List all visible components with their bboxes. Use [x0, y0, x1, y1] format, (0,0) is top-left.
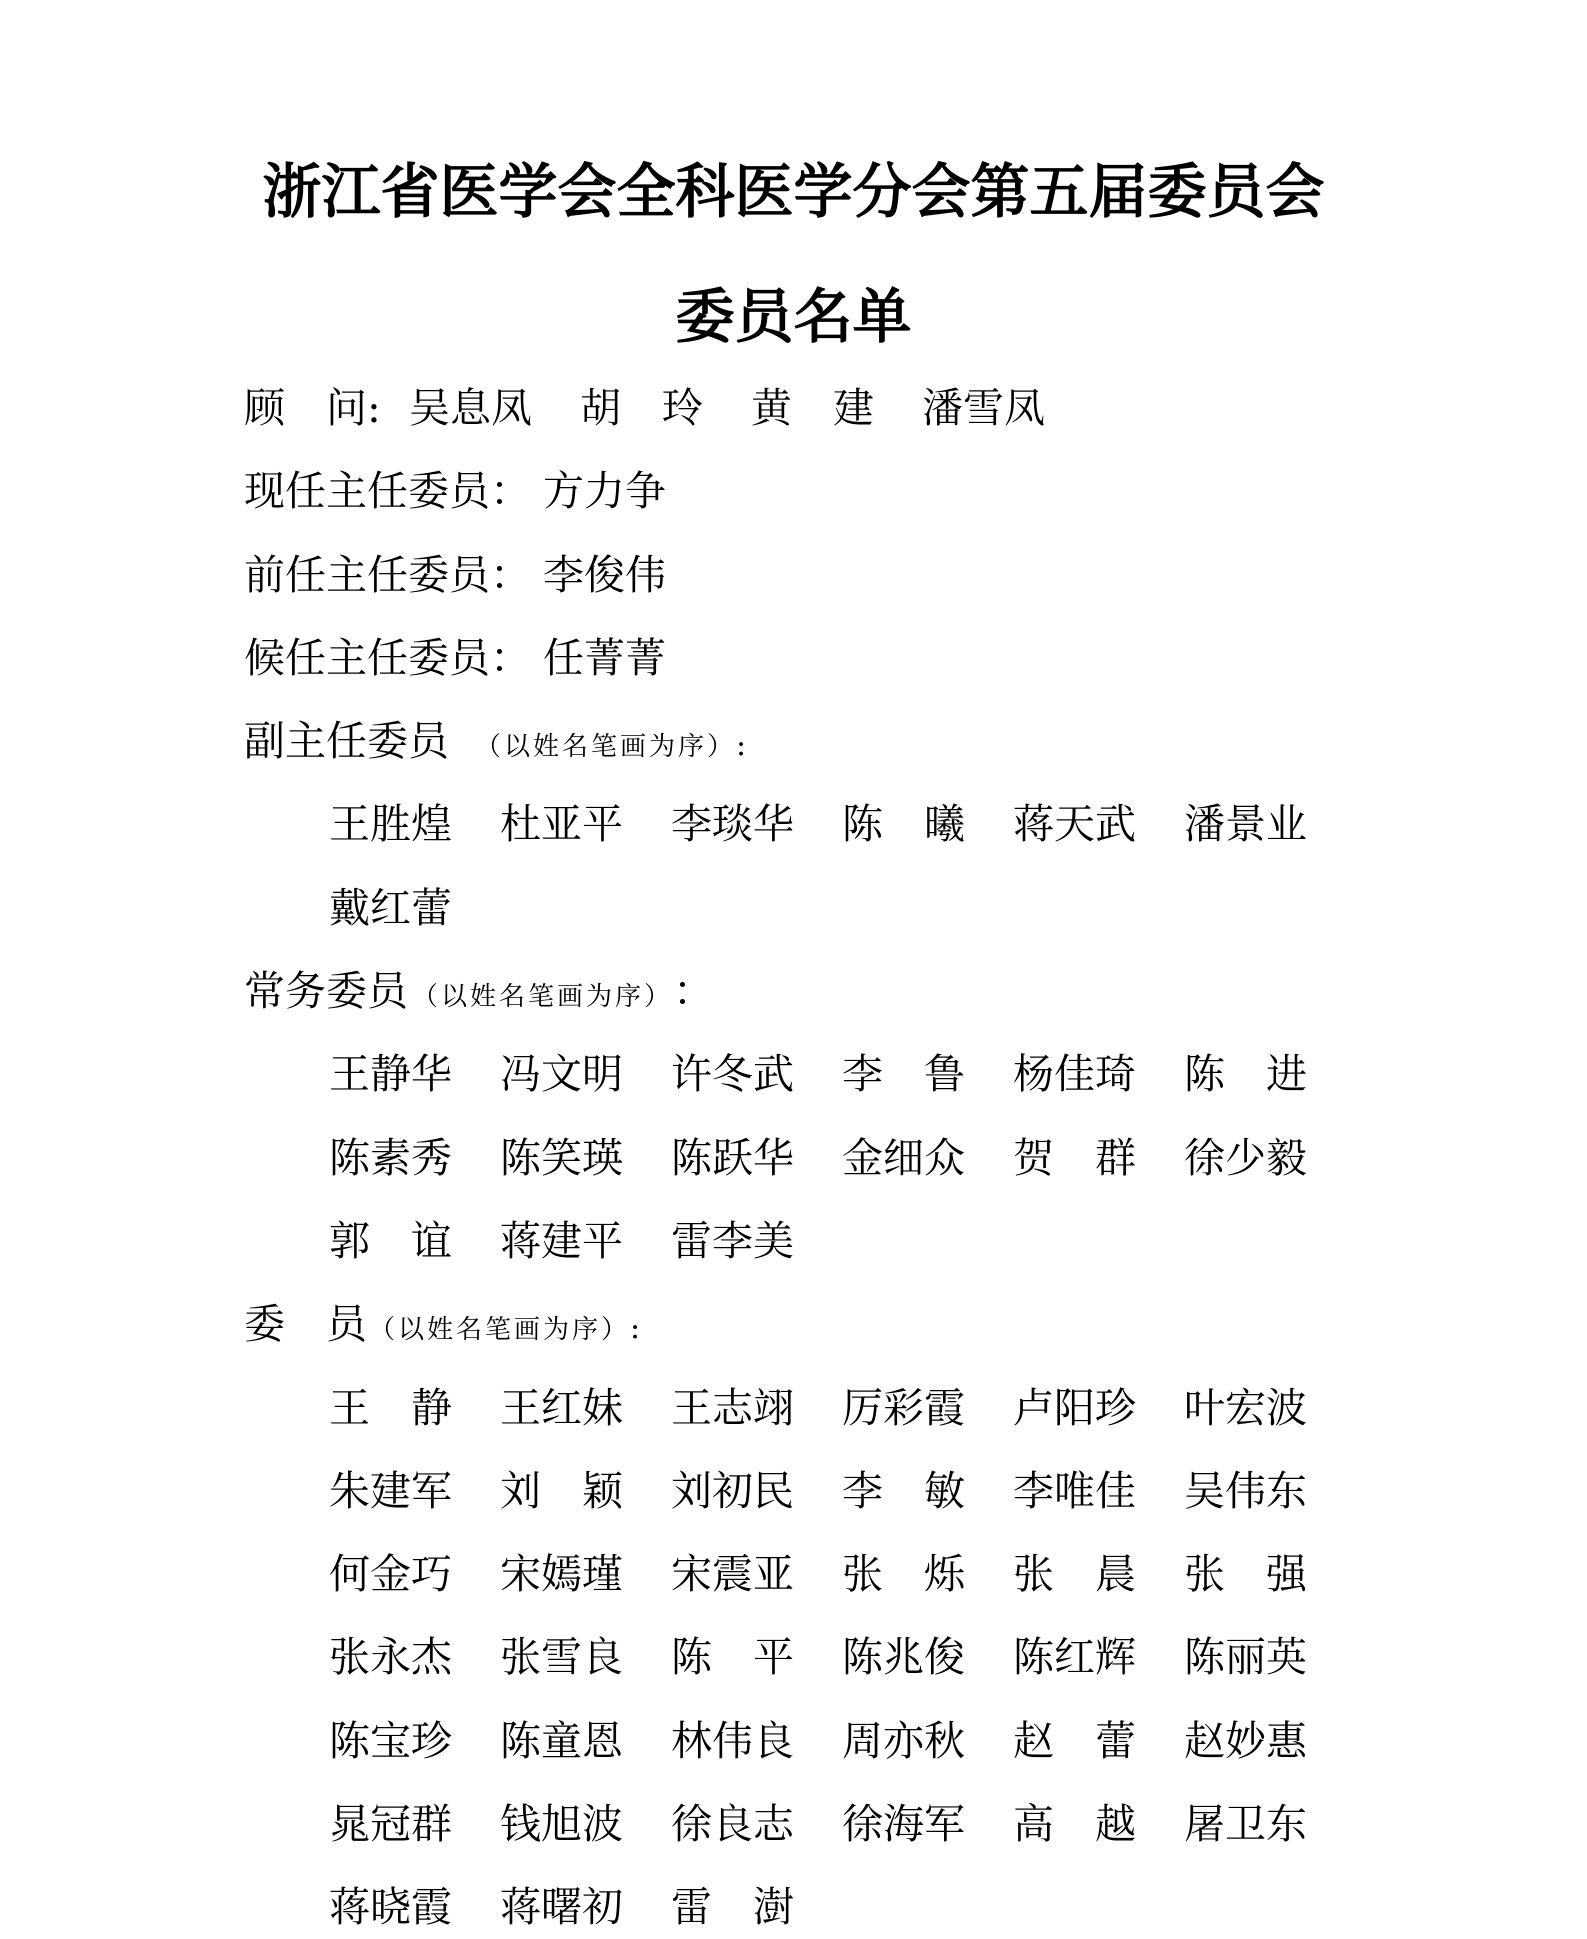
member-name: 冯 文 明: [500, 1050, 623, 1099]
member-name: 王 红 妹: [500, 1383, 623, 1432]
elect-chair-name: 任菁菁: [543, 633, 666, 682]
standing-members-label: 常务委员: [244, 967, 408, 1016]
member-name: 黄 建: [751, 384, 874, 432]
members-colon: :: [630, 1311, 641, 1347]
current-chair-label: 现任主任委员：: [244, 467, 531, 516]
former-chair-name: 李俊伟: [543, 550, 666, 599]
members-header: [244, 1300, 1307, 1349]
member-name: 王 志 翊: [671, 1383, 794, 1432]
member-name: 陈 红 辉: [1013, 1633, 1136, 1682]
current-chair-name: 方力争: [543, 467, 666, 516]
member-name: 李 唯 佳: [1013, 1466, 1136, 1515]
member-name: 屠 卫 东: [1184, 1800, 1307, 1849]
members-order-note: （以姓名笔画为序）: [369, 1315, 631, 1346]
member-name: 吴 伟 东: [1184, 1466, 1307, 1515]
advisors-colon: :: [367, 384, 381, 432]
member-name: 蒋 建 平: [500, 1216, 623, 1265]
member-name: 潘 雪 凤: [922, 384, 1045, 432]
member-name: 陈 笑 瑛: [500, 1133, 623, 1182]
member-name: 王 静 华: [329, 1050, 452, 1099]
member-name: 陈 宝 珍: [329, 1716, 452, 1765]
former-chair-line: [244, 550, 1307, 599]
member-name: 陈 兆 俊: [842, 1633, 965, 1682]
standing-members-colon: ：: [673, 967, 715, 1016]
member-name: 陈 进: [1184, 1050, 1307, 1099]
member-name: 许 冬 武: [671, 1050, 794, 1099]
member-name: 徐 少 毅: [1184, 1133, 1307, 1182]
member-name: 高 越: [1013, 1800, 1136, 1849]
member-list-body: [244, 384, 1307, 1932]
standing-members-order-note: （以姓名笔画为序）: [412, 982, 674, 1013]
advisors-line: [244, 384, 1307, 432]
member-name: 周 亦 秋: [842, 1716, 965, 1765]
member-name: 陈 跃 华: [671, 1133, 794, 1182]
vice-chairs-header: [244, 717, 1307, 766]
member-name: 张 晨: [1013, 1550, 1136, 1599]
member-name: 贺 群: [1013, 1133, 1136, 1182]
member-name: 吴 息 凤: [409, 384, 532, 432]
vice-chairs-colon: :: [736, 728, 747, 764]
members-names: [329, 1383, 1307, 1932]
document-title: 浙江省医学会全科医学分会第五届委员会: [262, 157, 1325, 226]
member-name: 王 静: [329, 1383, 452, 1432]
member-name: 胡 玲: [580, 384, 703, 432]
member-name: 朱 建 军: [329, 1466, 452, 1515]
member-name: 卢 阳 珍: [1013, 1383, 1136, 1432]
elect-chair-line: [244, 633, 1307, 682]
member-name: 张 烁: [842, 1550, 965, 1599]
member-name: 蒋 晓 霞: [329, 1883, 452, 1932]
members-label: 委 员: [244, 1300, 367, 1349]
member-name: 赵 妙 惠: [1184, 1716, 1307, 1765]
document-subtitle: 委员名单: [675, 282, 912, 351]
member-name: 厉 彩 霞: [842, 1383, 965, 1432]
advisors-label: 顾 问: [244, 384, 367, 432]
member-name: 王 胜 煌: [329, 800, 452, 849]
standing-members-names: [329, 1050, 1307, 1265]
member-name: 潘 景 业: [1184, 800, 1307, 849]
member-name: 李 琰 华: [671, 800, 794, 849]
current-chair-line: [244, 467, 1307, 516]
vice-chairs-label: 副主任委员: [244, 717, 449, 766]
member-name: 雷 澍: [671, 1883, 794, 1932]
member-name: 陈 平: [671, 1633, 794, 1682]
vice-chairs-names: [329, 800, 1307, 932]
member-name: 叶 宏 波: [1184, 1383, 1307, 1432]
former-chair-label: 前任主任委员：: [244, 550, 531, 599]
member-name: 戴 红 蕾: [329, 883, 452, 932]
member-name: 李 敏: [842, 1466, 965, 1515]
member-name: 钱 旭 波: [500, 1800, 623, 1849]
member-name: 郭 谊: [329, 1216, 452, 1265]
member-name: 陈 丽 英: [1184, 1633, 1307, 1682]
member-name: 蒋 曙 初: [500, 1883, 623, 1932]
member-name: 雷 李 美: [671, 1216, 794, 1265]
member-name: 赵 蕾: [1013, 1716, 1136, 1765]
member-name: 何 金 巧: [329, 1550, 452, 1599]
member-name: 徐 海 军: [842, 1800, 965, 1849]
member-name: 刘 初 民: [671, 1466, 794, 1515]
member-name: 林 伟 良: [671, 1716, 794, 1765]
member-name: 宋 嫣 瑾: [500, 1550, 623, 1599]
standing-members-header: [244, 967, 1307, 1016]
member-name: 刘 颖: [500, 1466, 623, 1515]
member-name: 蒋 天 武: [1013, 800, 1136, 849]
member-name: 张 雪 良: [500, 1633, 623, 1682]
member-name: 晁 冠 群: [329, 1800, 452, 1849]
member-name: 徐 良 志: [671, 1800, 794, 1849]
member-name: 张 永 杰: [329, 1633, 452, 1682]
member-name: 陈 素 秀: [329, 1133, 452, 1182]
member-name: 陈 童 恩: [500, 1716, 623, 1765]
member-name: 李 鲁: [842, 1050, 965, 1099]
member-name: 陈 曦: [842, 800, 965, 849]
advisors-names: [409, 384, 1045, 432]
vice-chairs-order-note: （以姓名笔画为序）: [475, 732, 737, 763]
member-name: 张 强: [1184, 1550, 1307, 1599]
member-name: 杨 佳 琦: [1013, 1050, 1136, 1099]
elect-chair-label: 候任主任委员：: [244, 633, 531, 682]
member-name: 金 细 众: [842, 1133, 965, 1182]
member-name: 宋 震 亚: [671, 1550, 794, 1599]
member-name: 杜 亚 平: [500, 800, 623, 849]
